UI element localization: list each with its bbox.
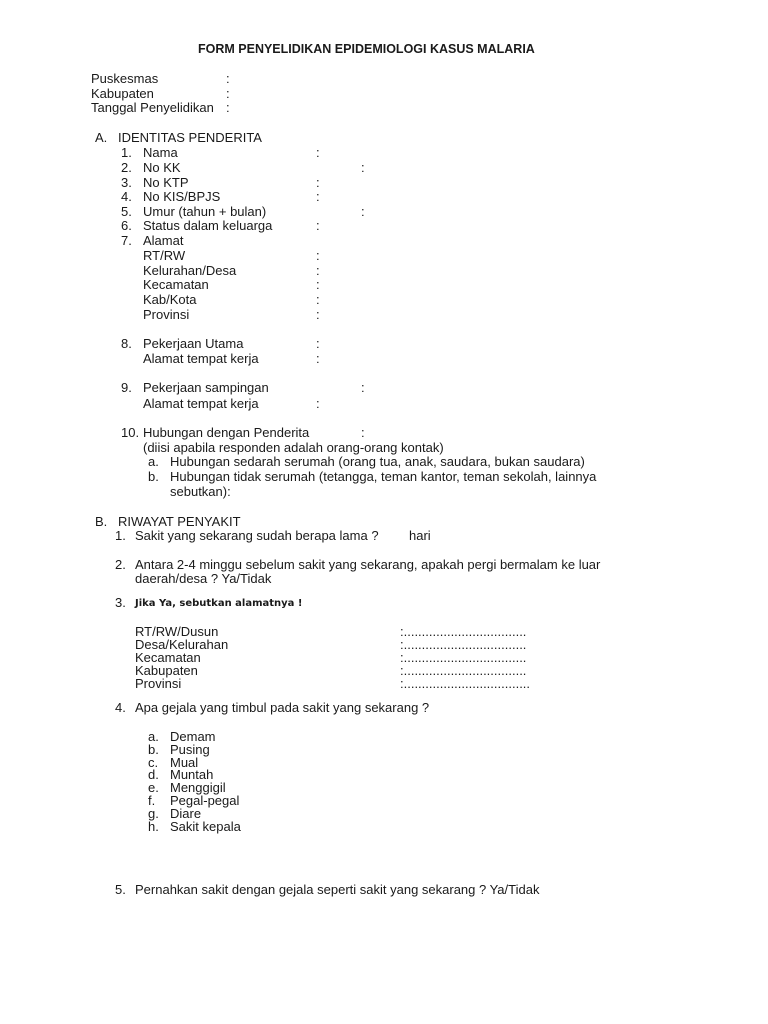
- q5-num: 5.: [115, 882, 126, 897]
- symptom-g-letter: g.: [148, 806, 159, 821]
- item-8-label: Pekerjaan Utama: [143, 336, 244, 351]
- q1-num: 1.: [115, 528, 126, 543]
- section-a-letter: A.: [95, 130, 108, 145]
- symptom-g-text: Diare: [170, 806, 202, 821]
- kabupaten-label: Kabupaten: [91, 86, 154, 101]
- address-rtrw-label: RT/RW: [143, 248, 186, 263]
- item-4-colon: :: [316, 189, 320, 204]
- q3-text: Jika Ya, sebutkan alamatnya !: [135, 598, 303, 609]
- item-10-note: (diisi apabila responden adalah orang-orang kontak): [143, 440, 444, 455]
- item-8-num: 8.: [121, 336, 132, 351]
- q1-unit: hari: [409, 528, 431, 543]
- puskesmas-colon: :: [226, 71, 230, 86]
- puskesmas-label: Puskesmas: [91, 71, 159, 86]
- item-1-label: Nama: [143, 145, 178, 160]
- item-3-label: No KTP: [143, 175, 189, 190]
- item-1-num: 1.: [121, 145, 132, 160]
- address-rtrw-colon: :: [316, 248, 320, 263]
- item-8-sub-colon: :: [316, 351, 320, 366]
- symptom-d-letter: d.: [148, 767, 159, 782]
- item-2-colon: :: [361, 160, 365, 175]
- q2-num: 2.: [115, 557, 126, 572]
- item-9-colon: :: [361, 380, 365, 395]
- item-6-colon: :: [316, 218, 320, 233]
- item-2-label: No KK: [143, 160, 181, 175]
- loc-rtrw-value: :..................................: [400, 624, 527, 639]
- q4-text: Apa gejala yang timbul pada sakit yang sekarang ?: [135, 700, 430, 715]
- item-6-label: Status dalam keluarga: [143, 218, 273, 233]
- symptom-f-text: Pegal-pegal: [170, 793, 240, 808]
- item-8-sub-label: Alamat tempat kerja: [143, 351, 259, 366]
- kabupaten-colon: :: [226, 86, 230, 101]
- address-provinsi-label: Provinsi: [143, 307, 190, 322]
- symptom-f-letter: f.: [148, 793, 156, 808]
- loc-provinsi-label: Provinsi: [135, 676, 182, 691]
- symptom-d-text: Muntah: [170, 767, 214, 782]
- item-7-label: Alamat: [143, 233, 184, 248]
- item-5-label: Umur (tahun + bulan): [143, 204, 267, 219]
- item-9-label: Pekerjaan sampingan: [143, 380, 269, 395]
- item-10-colon: :: [361, 425, 365, 440]
- item-1-colon: :: [316, 145, 320, 160]
- loc-kecamatan-label: Kecamatan: [135, 650, 201, 665]
- loc-kecamatan-value: :..................................: [400, 650, 527, 665]
- address-kelurahan-label: Kelurahan/Desa: [143, 263, 237, 278]
- address-kabkota-label: Kab/Kota: [143, 292, 197, 307]
- symptom-h-letter: h.: [148, 819, 159, 834]
- item-10-num: 10.: [121, 425, 140, 440]
- item-10-option-b-text-cont: sebutkan):: [170, 484, 231, 499]
- item-10-option-a-text: Hubungan sedarah serumah (orang tua, anak, saudara, bukan saudara): [170, 454, 585, 469]
- section-a-title: IDENTITAS PENDERITA: [118, 130, 262, 145]
- item-5-num: 5.: [121, 204, 132, 219]
- loc-provinsi-value: :...................................: [400, 676, 531, 691]
- q2-text-cont: daerah/desa ? Ya/Tidak: [135, 571, 272, 586]
- symptom-e-letter: e.: [148, 780, 159, 795]
- address-kecamatan-colon: :: [316, 277, 320, 292]
- address-provinsi-colon: :: [316, 307, 320, 322]
- address-kecamatan-label: Kecamatan: [143, 277, 209, 292]
- loc-kabupaten-label: Kabupaten: [135, 663, 198, 678]
- symptom-b-letter: b.: [148, 742, 159, 757]
- item-9-sub-label: Alamat tempat kerja: [143, 396, 259, 411]
- item-5-colon: :: [361, 204, 365, 219]
- q5-text: Pernahkan sakit dengan gejala seperti sakit yang sekarang ? Ya/Tidak: [135, 882, 540, 897]
- loc-desa-label: Desa/Kelurahan: [135, 637, 229, 652]
- symptom-e-text: Menggigil: [170, 780, 226, 795]
- item-3-num: 3.: [121, 175, 132, 190]
- symptom-c-letter: c.: [148, 755, 159, 770]
- section-b-letter: B.: [95, 514, 108, 529]
- item-10-option-b-text: Hubungan tidak serumah (tetangga, teman kantor, teman sekolah, lainnya: [170, 469, 597, 484]
- q1-text: Sakit yang sekarang sudah berapa lama ?: [135, 528, 379, 543]
- item-10-label: Hubungan dengan Penderita: [143, 425, 310, 440]
- page-title: FORM PENYELIDIKAN EPIDEMIOLOGI KASUS MALARIA: [198, 42, 535, 56]
- loc-rtrw-label: RT/RW/Dusun: [135, 624, 219, 639]
- item-8-colon: :: [316, 336, 320, 351]
- loc-kabupaten-value: :..................................: [400, 663, 527, 678]
- tanggal-label: Tanggal Penyelidikan: [91, 100, 214, 115]
- tanggal-colon: :: [226, 100, 230, 115]
- address-kabkota-colon: :: [316, 292, 320, 307]
- item-4-num: 4.: [121, 189, 132, 204]
- symptom-a-letter: a.: [148, 729, 159, 744]
- symptom-b-text: Pusing: [170, 742, 210, 757]
- item-2-num: 2.: [121, 160, 132, 175]
- item-4-label: No KIS/BPJS: [143, 189, 221, 204]
- symptom-a-text: Demam: [170, 729, 216, 744]
- section-b-title: RIWAYAT PENYAKIT: [118, 514, 241, 529]
- symptom-h-text: Sakit kepala: [170, 819, 241, 834]
- item-6-num: 6.: [121, 218, 132, 233]
- item-3-colon: :: [316, 175, 320, 190]
- q2-text: Antara 2-4 minggu sebelum sakit yang sekarang, apakah pergi bermalam ke luar: [135, 557, 601, 572]
- item-9-sub-colon: :: [316, 396, 320, 411]
- q3-num: 3.: [115, 595, 126, 610]
- q4-num: 4.: [115, 700, 126, 715]
- item-10-option-b-letter: b.: [148, 469, 159, 484]
- symptom-c-text: Mual: [170, 755, 199, 770]
- item-7-num: 7.: [121, 233, 132, 248]
- item-9-num: 9.: [121, 380, 132, 395]
- item-10-option-a-letter: a.: [148, 454, 159, 469]
- address-kelurahan-colon: :: [316, 263, 320, 278]
- loc-desa-value: :..................................: [400, 637, 527, 652]
